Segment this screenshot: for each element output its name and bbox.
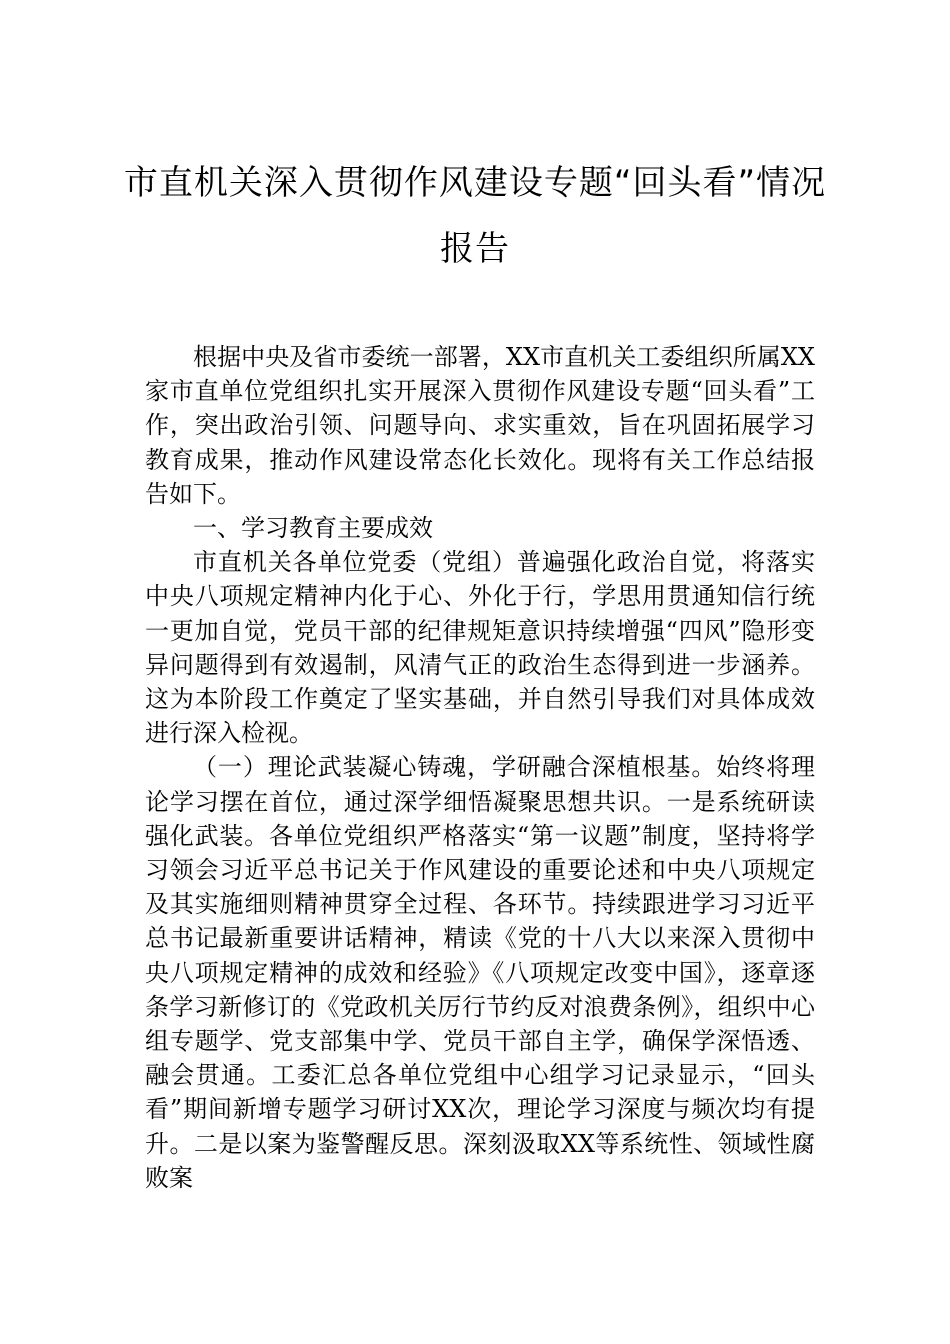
body-paragraph: （一）理论武装凝心铸魂，学研融合深植根基。始终将理论学习摆在首位，通过深学细悟凝聚思想共识。一是系统研读强化武装。各单位党组织严格落实“第一议题”制度，坚持将学习领会习近平总书记关于作风建设的重要论述和中央八项规定及其实施细则精神贯穿全过程、各环节。持续跟进学习习近平总书记最新重要讲话精神，精读《党的十八大以来深入贯彻中央八项规定精神的成效和经验》《八项规定改变中国》，逐章逐条学习新修订的《党政机关厉行节约反对浪费条例》，组织中心组专题学、党支部集中学、党员干部自主学，确保学深悟透、融会贯通。工委汇总各单位党组中心组学习记录显示，“回头看”期间新增专题学习研讨XX次，理论学习深度与频次均有提升。二是以案为鉴警醒反思。深刻汲取XX等系统性、领域性腐败案 (145, 753, 815, 1192)
document-body (145, 340, 815, 1195)
intro-paragraph: 根据中央及省市委统一部署，XX市直机关工委组织所属XX家市直单位党组织扎实开展深入贯彻作风建设专题“回头看”工作，突出政治引领、问题导向、求实重效，旨在巩固拓展学习教育成果，推动作风建设常态化长效化。现将有关工作总结报告如下。 (145, 343, 815, 508)
body-paragraph: 市直机关各单位党委（党组）普遍强化政治自觉，将落实中央八项规定精神内化于心、外化于行，学思用贯通知信行统一更加自觉，党员干部的纪律规矩意识持续增强“四风”隐形变异问题得到有效遏制，风清气正的政治生态得到进一步涵养。这为本阶段工作奠定了坚实基础，并自然引导我们对具体成效进行深入检视。 (145, 548, 815, 748)
document-title: 市直机关深入贯彻作风建设专题“回头看”情况报告 (123, 163, 827, 269)
section-heading: 一、学习教育主要成效 (193, 514, 433, 543)
